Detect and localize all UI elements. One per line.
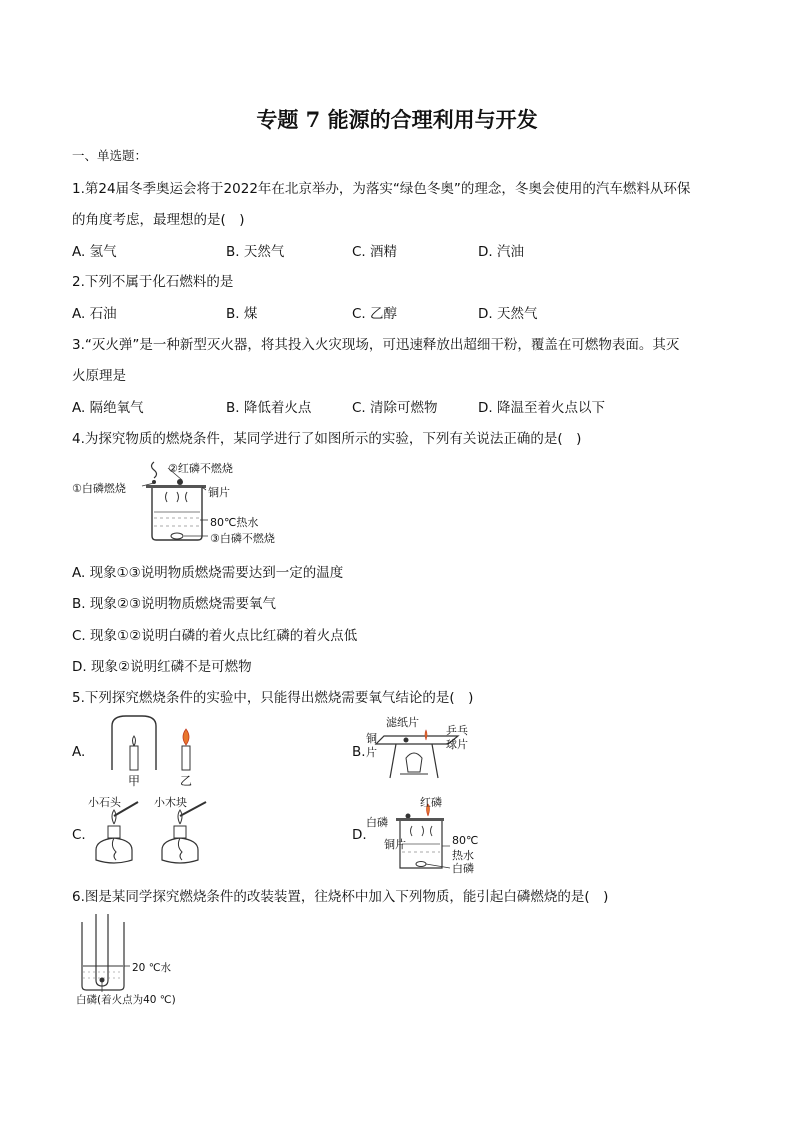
- section-heading: 一、单选题：: [72, 148, 148, 163]
- q5-option-c-letter: C.: [72, 827, 86, 843]
- q1-option-c: C. 酒精: [352, 244, 398, 260]
- question-2-line-1: 2.下列不属于化石燃料的是: [72, 274, 234, 290]
- q4-label-copper-plate: 铜片: [208, 486, 230, 499]
- q5-c-label-stone: 小石头: [88, 796, 121, 809]
- question-3-line-1: 3.“灭火弹”是一种新型灭火器，将其投入火灾现场，可迅速释放出超细干粉，覆盖在可燃物表面。其灭: [72, 337, 680, 353]
- question-4-line-1: 4.为探究物质的燃烧条件，某同学进行了如图所示的实验，下列有关说法正确的是( ): [72, 431, 582, 447]
- q1-option-d: D. 汽油: [478, 244, 524, 260]
- page-title: 专题 7 能源的合理利用与开发: [256, 107, 538, 132]
- q1-option-a: A. 氢气: [72, 244, 117, 260]
- q3-option-d: D. 降温至着火点以下: [478, 400, 605, 416]
- q2-option-d: D. 天然气: [478, 306, 538, 322]
- q5-d-label-white-phosphorus-bottom: 白磷: [452, 862, 474, 875]
- q5-figure-d: [366, 794, 486, 876]
- q4-option-c: C. 现象①②说明白磷的着火点比红磷的着火点低: [72, 628, 358, 644]
- q4-option-a: A. 现象①③说明物质燃烧需要达到一定的温度: [72, 565, 344, 581]
- q5-d-label-red-phosphorus: 红磷: [420, 796, 442, 809]
- q5-figure-a: [104, 712, 214, 788]
- q4-label-hot-water: 80℃热水: [210, 516, 259, 529]
- q5-c-label-wood: 小木块: [154, 796, 187, 809]
- q2-option-b: B. 煤: [226, 306, 258, 322]
- q4-experiment-figure: [72, 456, 292, 548]
- question-6-line-1: 6.图是某同学探究燃烧条件的改装装置，往烧杯中加入下列物质，能引起白磷燃烧的是( ): [72, 889, 609, 905]
- q5-figure-b: [366, 712, 486, 792]
- q5-b-label-pingpong-1: 乒乓: [446, 724, 468, 737]
- q6-experiment-figure: [76, 910, 216, 1004]
- q4-option-d: D. 现象②说明红磷不是可燃物: [72, 659, 252, 675]
- q1-option-b: B. 天然气: [226, 244, 285, 260]
- q5-b-label-filter-paper: 滤纸片: [386, 716, 419, 729]
- q5-b-label-copper-2: 片: [366, 746, 377, 759]
- q3-option-c: C. 清除可燃物: [352, 400, 438, 416]
- q6-label-water: 20 ℃水: [132, 962, 171, 974]
- q3-option-b: B. 降低着火点: [226, 400, 312, 416]
- q5-d-label-temperature: 80℃: [452, 834, 479, 847]
- q5-figure-c: [84, 794, 214, 870]
- q4-label-white-phosphorus: ①白磷燃烧: [72, 482, 126, 495]
- q4-label-red-phosphorus: ②红磷不燃烧: [168, 462, 233, 475]
- question-3-line-2: 火原理是: [72, 368, 126, 384]
- q5-option-a-letter: A.: [72, 744, 86, 760]
- question-1-line-2: 的角度考虑，最理想的是( ): [72, 212, 245, 228]
- question-5-line-1: 5.下列探究燃烧条件的实验中，只能得出燃烧需要氧气结论的是( ): [72, 690, 474, 706]
- q5-a-label-right: 乙: [180, 774, 193, 788]
- q2-option-c: C. 乙醇: [352, 306, 398, 322]
- q4-label-underwater-phosphorus: ③白磷不燃烧: [210, 532, 275, 545]
- q6-label-phosphorus: 白磷(着火点为40 ℃): [76, 994, 176, 1006]
- q5-d-label-copper: 铜片: [384, 838, 406, 851]
- q5-b-label-copper-1: 铜: [366, 732, 377, 745]
- q5-b-label-pingpong-2: 球片: [446, 738, 468, 751]
- q5-a-label-left: 甲: [128, 774, 141, 788]
- question-1-line-1: 1.第24届冬季奥运会将于2022年在北京举办，为落实“绿色冬奥”的理念，冬奥会使用的汽车燃料从环保: [72, 181, 691, 197]
- q2-option-a: A. 石油: [72, 306, 117, 322]
- q5-d-label-white-phosphorus-top: 白磷: [366, 816, 388, 829]
- q5-option-b-letter: B.: [352, 744, 366, 760]
- q5-d-label-hot-water: 热水: [452, 849, 474, 862]
- q3-option-a: A. 隔绝氧气: [72, 400, 144, 416]
- q5-option-d-letter: D.: [352, 827, 367, 843]
- q4-option-b: B. 现象②③说明物质燃烧需要氧气: [72, 596, 277, 612]
